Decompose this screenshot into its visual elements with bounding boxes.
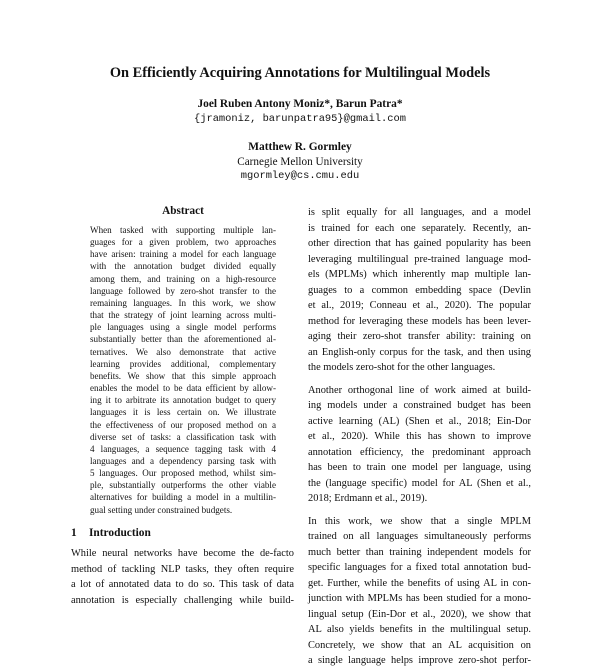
abstract-line: learning provides additional, complementary xyxy=(90,358,276,369)
abstract-line: the effectiveness of our proposed method on a xyxy=(90,419,276,430)
column2-line: lingual setup (Ein-Dor et al., 2020), we show that xyxy=(308,608,531,620)
abstract-line: languages and a dependency parsing task with xyxy=(90,455,276,466)
column2-line: Concretely, we show that an AL acquisition on xyxy=(308,639,531,651)
abstract-line: guages for a given problem, two approaches xyxy=(90,237,276,248)
column2-line: has been to train one model per language, using xyxy=(308,462,531,473)
abstract-line: ing it to arbitrate its annotation budget to query xyxy=(90,395,276,406)
column2-line: other direction that has gained popularity has been xyxy=(308,238,531,249)
column2-line: et al., 2020). While this has shown to improve xyxy=(308,431,531,442)
intro-line: annotation is especially challenging while build- xyxy=(71,594,294,606)
column2-line: Another orthogonal line of work aimed at build- xyxy=(308,384,531,396)
abstract-line: with the annotation budget divided equally xyxy=(90,261,276,272)
authors-line: Joel Ruben Antony Moniz*, Barun Patra* xyxy=(197,98,403,110)
body-column-2 xyxy=(308,205,531,669)
abstract-line: languages it is less certain on. We illustrate xyxy=(90,407,276,418)
second-author-name: Matthew R. Gormley xyxy=(248,141,352,153)
intro-line: While neural networks have become the de-facto xyxy=(71,548,294,559)
abstract-line: gual setting under constrained budgets. xyxy=(90,504,233,515)
column2-line: junction with MPLMs has been studied for a mono- xyxy=(308,593,531,604)
abstract-line: When tasked with supporting multiple lan- xyxy=(90,225,276,235)
column2-line: the (language specific) model for AL (Shen et al., xyxy=(308,477,531,489)
abstract-line: diverse set of tasks: a classification task with xyxy=(90,431,276,442)
column2-line: ing models under a constrained budget has been xyxy=(308,400,531,411)
column2-line: is split equally for all languages, and a model xyxy=(308,207,531,218)
column2-line: els (MPLMs) which inherently map multiple lan- xyxy=(308,269,531,280)
abstract-line: have arisen: training a model for each language xyxy=(90,249,276,260)
column2-line: AL also yields benefits in the multilingual setup. xyxy=(308,624,531,635)
abstract-line: ple, substantially outperforms the other viable xyxy=(90,480,276,491)
column2-line: et al., 2019; Conneau et al., 2020). The popular xyxy=(308,300,531,311)
column2-line: get. Further, while the benefits of using AL in con- xyxy=(308,577,531,589)
abstract-body xyxy=(90,224,276,516)
column2-line: active learning (AL) (Shen et al., 2018; Ein-Dor xyxy=(308,415,531,427)
column2-line: the models zero-shot for the other languages. xyxy=(308,362,496,373)
column2-line: annotation efficiency, the predominant approach xyxy=(308,446,531,458)
abstract-line: among them, and training on a high-resource xyxy=(90,273,276,284)
section-title: Introduction xyxy=(89,527,151,539)
column2-line: leveraging multilingual pre-trained language mod- xyxy=(308,253,531,265)
column2-line: trained on all languages simultaneously performs xyxy=(308,531,531,542)
abstract-line: 5 languages. Our proposed method, whilst sim- xyxy=(90,468,276,479)
abstract-line: benefits. We show that this simple approach xyxy=(90,370,276,381)
paper-title: On Efficiently Acquiring Annotations for Multilingual Models xyxy=(109,65,491,81)
column2-line: aging their zero-shot transfer ability: training on xyxy=(308,331,531,342)
abstract-line: substantially better than the aforementioned al- xyxy=(90,334,276,345)
abstract-line: 4 languages, a sequence tagging task with 4 xyxy=(90,443,276,454)
abstract-line: ternatives. We also demonstrate that active xyxy=(90,346,276,357)
column2-line: a single language helps improve zero-shot perfor- xyxy=(308,655,531,666)
authors-emails: {jramoniz, barunpatra95}@gmail.com xyxy=(193,113,406,125)
abstract-line: enables the model to be data efficient by allow- xyxy=(90,383,276,394)
introduction-body-col1 xyxy=(71,546,294,608)
column2-line: much better than training independent models for xyxy=(308,546,531,558)
intro-line: a lot of annotated data to do so. This task of data xyxy=(71,579,294,590)
column2-line: is trained for each one separately. Recently, an- xyxy=(308,222,531,234)
column2-line: guages to a common embedding space (Devlin xyxy=(308,284,531,296)
column2-line: 2018; Erdmann et al., 2019). xyxy=(308,493,428,504)
second-author-email: mgormley@cs.cmu.edu xyxy=(240,170,360,182)
section-number: 1 xyxy=(71,527,77,539)
column2-line: In this work, we show that a single MPLM xyxy=(308,515,531,527)
intro-line: method of tackling NLP tasks, they often require xyxy=(71,563,294,575)
abstract-line: ple languages using a single model performs xyxy=(90,322,276,333)
paragraph-gap xyxy=(308,376,531,383)
column2-line: specific languages for a fixed total annotation bud- xyxy=(308,562,531,573)
introduction-heading xyxy=(71,527,291,539)
abstract-line: remaining languages. In this work, we show xyxy=(90,297,276,308)
abstract-line: alternatives for building a model in a multilin- xyxy=(90,492,276,503)
abstract-heading: Abstract xyxy=(162,205,204,217)
second-author-affiliation: Carnegie Mellon University xyxy=(237,156,363,168)
paragraph-gap xyxy=(308,507,531,514)
column2-line: method for leveraging these models has been lever- xyxy=(308,315,531,327)
abstract-line: language followed by zero-shot transfer to the xyxy=(90,285,276,296)
column2-line: an English-only corpus for the task, and then using xyxy=(308,346,531,358)
abstract-line: that the strategy of joint learning across multi- xyxy=(90,310,276,321)
